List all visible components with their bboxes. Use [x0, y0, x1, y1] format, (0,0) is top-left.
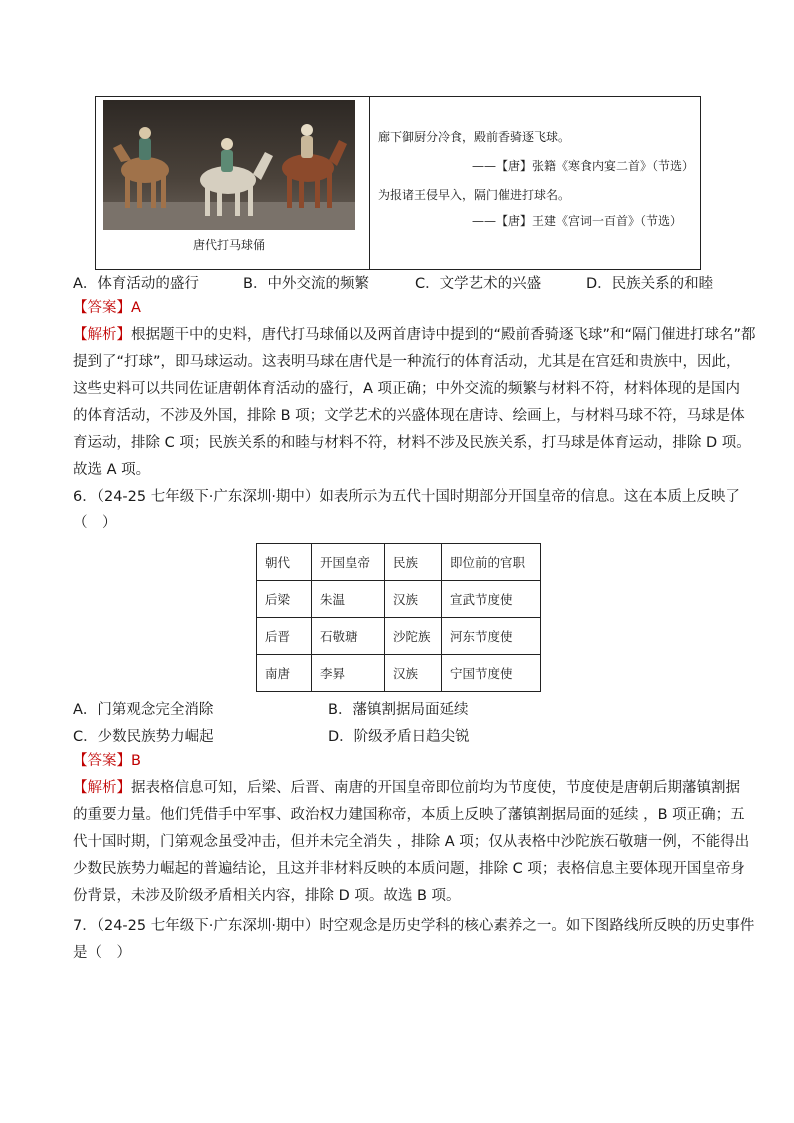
table-cell: 河东节度使	[442, 618, 541, 655]
table-header-row	[257, 544, 541, 581]
table-header-cell: 即位前的官职	[442, 544, 541, 581]
table-cell: 汉族	[385, 581, 442, 618]
q5-option-c[interactable]: C．文学艺术的兴盛	[415, 276, 542, 292]
q5-analysis-line-1	[73, 324, 756, 346]
table-cell: 汉族	[385, 655, 442, 692]
q6-option-a[interactable]: A．门第观念完全消除	[73, 702, 214, 718]
emperors-table	[256, 543, 541, 692]
poem-1-source: ——【唐】张籍《寒食内宴二首》（节选）	[472, 159, 695, 173]
table-row	[257, 655, 541, 692]
polo-figurines-photo	[103, 100, 355, 230]
analysis-tag: 【解析】	[73, 327, 131, 343]
q6-analysis-line-5: 份背景，未涉及阶级矛盾相关内容，排除 D 项。故选 B 项。	[73, 888, 461, 904]
q5-analysis-line-4: 的体育活动，不涉及外国，排除 B 项；文学艺术的兴盛体现在唐诗、绘画上，与材料马球不符，马球是体	[73, 408, 745, 424]
q6-analysis-line-1	[73, 777, 740, 799]
polo-figurines-image	[103, 100, 355, 230]
figure-caption: 唐代打马球俑	[192, 238, 265, 252]
table-header-cell: 民族	[385, 544, 442, 581]
q6-option-b[interactable]: B．藩镇割据局面延续	[328, 702, 469, 718]
analysis-text: 据表格信息可知，后梁、后晋、南唐的开国皇帝即位前均为节度使，节度使是唐朝后期藩镇割据	[131, 780, 740, 796]
table-cell: 石敬瑭	[312, 618, 385, 655]
q6-analysis-line-2: 的重要力量。他们凭借手中军事、政治权力建国称帝，本质上反映了藩镇割据局面的延续 ，B 项正确；五	[73, 807, 745, 823]
q6-analysis-line-4: 少数民族势力崛起的普遍结论，且这并非材料反映的本质问题，排除 C 项；表格信息主要体现开国皇帝身	[73, 861, 745, 877]
q5-analysis-line-3: 这些史料可以共同佐证唐朝体育活动的盛行，A 项正确；中外交流的频繁与材料不符，材料体现的是国内	[73, 381, 741, 397]
q7-stem-blank: 是（ ）	[73, 945, 131, 961]
table-row	[257, 618, 541, 655]
q5-option-a[interactable]: A．体育活动的盛行	[73, 276, 199, 292]
table-cell: 宁国节度使	[442, 655, 541, 692]
table-header-cell: 开国皇帝	[312, 544, 385, 581]
q5-analysis-line-5: 育运动，排除 C 项；民族关系的和睦与材料不符，材料不涉及民族关系，打马球是体育运动，排除 D 项。	[73, 435, 751, 451]
q5-option-d[interactable]: D．民族关系的和睦	[586, 276, 714, 292]
table-cell: 沙陀族	[385, 618, 442, 655]
table-cell: 后晋	[257, 618, 312, 655]
table-row	[257, 581, 541, 618]
answer-tag: 【答案】	[73, 300, 131, 316]
analysis-tag: 【解析】	[73, 780, 131, 796]
q6-answer	[73, 750, 141, 772]
q5-analysis-line-6: 故选 A 项。	[73, 462, 151, 478]
q5-option-b[interactable]: B．中外交流的频繁	[243, 276, 369, 292]
poem-1-line: 廊下御厨分冷食，殿前香骑逐飞球。	[378, 130, 571, 144]
q5-answer	[73, 297, 141, 319]
q6-option-c[interactable]: C．少数民族势力崛起	[73, 729, 214, 745]
analysis-text: 根据题干中的史料，唐代打马球俑以及两首唐诗中提到的“殿前香骑逐飞球”和“隔门催进打球名”都	[131, 327, 756, 343]
answer-value: B	[131, 753, 141, 769]
q6-stem: 6．（24-25 七年级下·广东深圳·期中）如表所示为五代十国时期部分开国皇帝的信息。这在本质上反映了	[73, 489, 740, 505]
answer-value: A	[131, 300, 141, 316]
poem-2-line: 为报诸王侵早入，隔门催进打球名。	[378, 188, 571, 202]
table-header-cell: 朝代	[257, 544, 312, 581]
figure-divider	[369, 96, 370, 269]
answer-tag: 【答案】	[73, 753, 131, 769]
table-cell: 李昪	[312, 655, 385, 692]
table-cell: 后梁	[257, 581, 312, 618]
q5-analysis-line-2: 提到了“打球”，即马球运动。这表明马球在唐代是一种流行的体育活动，尤其是在宫廷和贵族中，因此，	[73, 354, 741, 370]
table-cell: 南唐	[257, 655, 312, 692]
poem-2-source: ——【唐】王建《宫词一百首》（节选）	[472, 214, 683, 228]
q6-option-d[interactable]: D．阶级矛盾日趋尖锐	[328, 729, 470, 745]
q6-analysis-line-3: 代十国时期，门第观念虽受冲击，但并未完全消失 ，排除 A 项；仅从表格中沙陀族石敬瑭一例，不能得出	[73, 834, 750, 850]
table-cell: 宣武节度使	[442, 581, 541, 618]
table-cell: 朱温	[312, 581, 385, 618]
q6-stem-blank: （ ）	[73, 515, 117, 531]
q7-stem: 7．（24-25 七年级下·广东深圳·期中）时空观念是历史学科的核心素养之一。如下图路线所反映的历史事件	[73, 918, 755, 934]
